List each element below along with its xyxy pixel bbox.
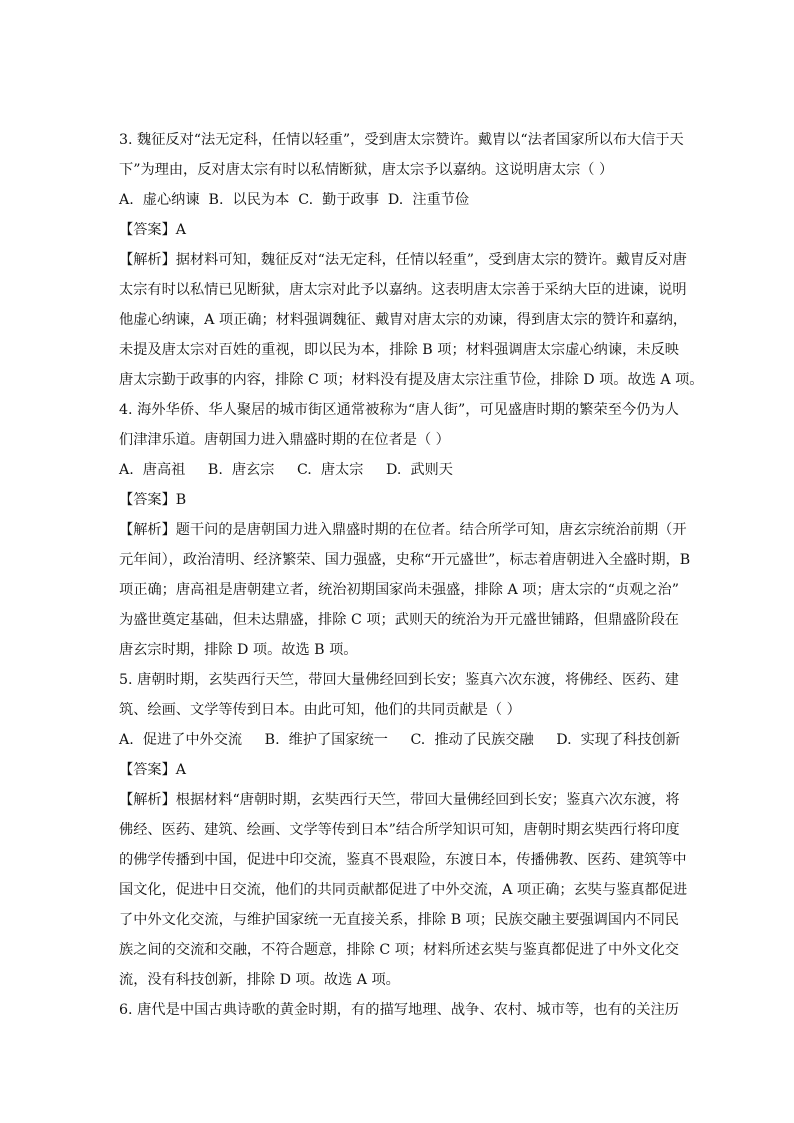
answer-label: 【答案】: [119, 492, 176, 508]
answer-value: A: [175, 222, 187, 238]
question-6-stem-line-1: 6. 唐代是中国古典诗歌的黄金时期，有的描写地理、战争、农村、城市等，也有的关注历: [119, 1002, 679, 1018]
question-5-analysis-line-4: 国文化，促进中日交流，他们的共同贡献都促进了中外交流，A 项正确；玄奘与鉴真都促进: [119, 882, 688, 898]
question-4-analysis-line-1: [119, 515, 687, 545]
question-3-analysis-line-5: 唐太宗勤于政事的内容，排除 C 项；材料没有提及唐太宗注重节俭，排除 D 项。故选 A 项。: [119, 372, 704, 388]
question-4-analysis-line-4: 为盛世奠定基础，但未达鼎盛，排除 C 项；武则天的统治为开元盛世铺路，但鼎盛阶段在: [119, 612, 679, 628]
question-5-stem-line-2: 筑、绘画、文学等传到日本。由此可知，他们的共同贡献是（ ）: [119, 702, 521, 718]
question-4-analysis-line-3: 项正确；唐高祖是唐朝建立者，统治初期国家尚未强盛，排除 A 项；唐太宗的“贞观之治”: [119, 582, 679, 598]
analysis-label: 【解析】: [119, 522, 176, 538]
answer-label: 【答案】: [119, 762, 176, 778]
question-3-stem-line-1: 3. 魏征反对“法无定科，任情以轻重”，受到唐太宗赞许。戴胄以“法者国家所以布大信于天: [119, 132, 684, 148]
answer-value: A: [175, 762, 187, 778]
question-5-analysis-line-3: 的佛学传播到中国，促进中印交流，鉴真不畏艰险，东渡日本，传播佛教、医药、建筑等中: [119, 852, 687, 868]
analysis-label: 【解析】: [119, 252, 176, 268]
question-3-options: [119, 185, 679, 215]
question-5-analysis-line-5: 了中外文化交流，与维护国家统一无直接关系，排除 B 项；民族交融主要强调国内不同民: [119, 912, 679, 928]
answer-label: 【答案】: [119, 222, 176, 238]
question-5-options-text: A. 促进了中外交流 B. 维护了国家统一 C. 推动了民族交融 D. 实现了科技创新: [119, 732, 680, 748]
question-list: [119, 125, 704, 1025]
analysis-label: 【解析】: [119, 792, 176, 808]
analysis-text: 据材料可知，魏征反对“法无定科，任情以轻重”，受到唐太宗的赞许。戴胄反对唐: [175, 252, 687, 268]
question-4-answer: [119, 485, 679, 515]
question-5-answer: [119, 755, 679, 785]
question-3-analysis-line-4: 未提及唐太宗对百姓的重视，即以民为本，排除 B 项；材料强调唐太宗虚心纳谏，未反映: [119, 342, 679, 358]
question-3-analysis-line-2: 太宗有时以私情已见断狱，唐太宗对此予以嘉纳。这表明唐太宗善于采纳大臣的进谏，说明: [119, 282, 687, 298]
question-3-answer: [119, 215, 679, 245]
question-5-analysis-line-2: 佛经、医药、建筑、绘画、文学等传到日本”结合所学知识可知，唐朝时期玄奘西行将印度: [119, 822, 680, 838]
question-5-analysis-line-7: 流，没有科技创新，排除 D 项。故选 A 项。: [119, 972, 400, 988]
question-4-options-text: A. 唐高祖 B. 唐玄宗 C. 唐太宗 D. 武则天: [119, 462, 453, 478]
question-5-options: [119, 725, 679, 755]
question-4-analysis-line-2: 元年间），政治清明、经济繁荣、国力强盛，史称“开元盛世”，标志着唐朝进入全盛时期，B: [119, 552, 691, 568]
question-5-stem-line-1: 5. 唐朝时期，玄奘西行天竺，带回大量佛经回到长安；鉴真六次东渡，将佛经、医药、建: [119, 672, 679, 688]
question-4-stem-line-1: 4. 海外华侨、华人聚居的城市街区通常被称为“唐人街”，可见盛唐时期的繁荣至今仍为人: [119, 402, 679, 418]
question-3-analysis-line-1: [119, 245, 687, 275]
question-5-analysis-line-1: [119, 785, 679, 815]
analysis-text: 题干问的是唐朝国力进入鼎盛时期的在位者。结合所学可知，唐玄宗统治前期（开: [175, 522, 687, 538]
analysis-text: 根据材料“唐朝时期，玄奘西行天竺，带回大量佛经回到长安；鉴真六次东渡，将: [175, 792, 680, 808]
question-4-options: [119, 455, 679, 485]
question-3-stem-line-2: 下”为理由，反对唐太宗有时以私情断狱，唐太宗予以嘉纳。这说明唐太宗（ ）: [119, 162, 614, 178]
question-3-options-text: A. 虚心纳谏 B. 以民为本 C. 勤于政事 D. 注重节俭: [119, 192, 470, 208]
question-5-analysis-line-6: 族之间的交流和交融，不符合题意，排除 C 项；材料所述玄奘与鉴真都促进了中外文化交: [119, 942, 679, 958]
question-4-stem-line-2: 们津津乐道。唐朝国力进入鼎盛时期的在位者是（ ）: [119, 432, 450, 448]
question-3-analysis-line-3: 他虚心纳谏，A 项正确；材料强调魏征、戴胄对唐太宗的劝谏，得到唐太宗的赞许和嘉纳，: [119, 312, 688, 328]
answer-value: B: [175, 492, 187, 508]
question-4-analysis-line-5: 唐玄宗时期，排除 D 项。故选 B 项。: [119, 642, 358, 658]
